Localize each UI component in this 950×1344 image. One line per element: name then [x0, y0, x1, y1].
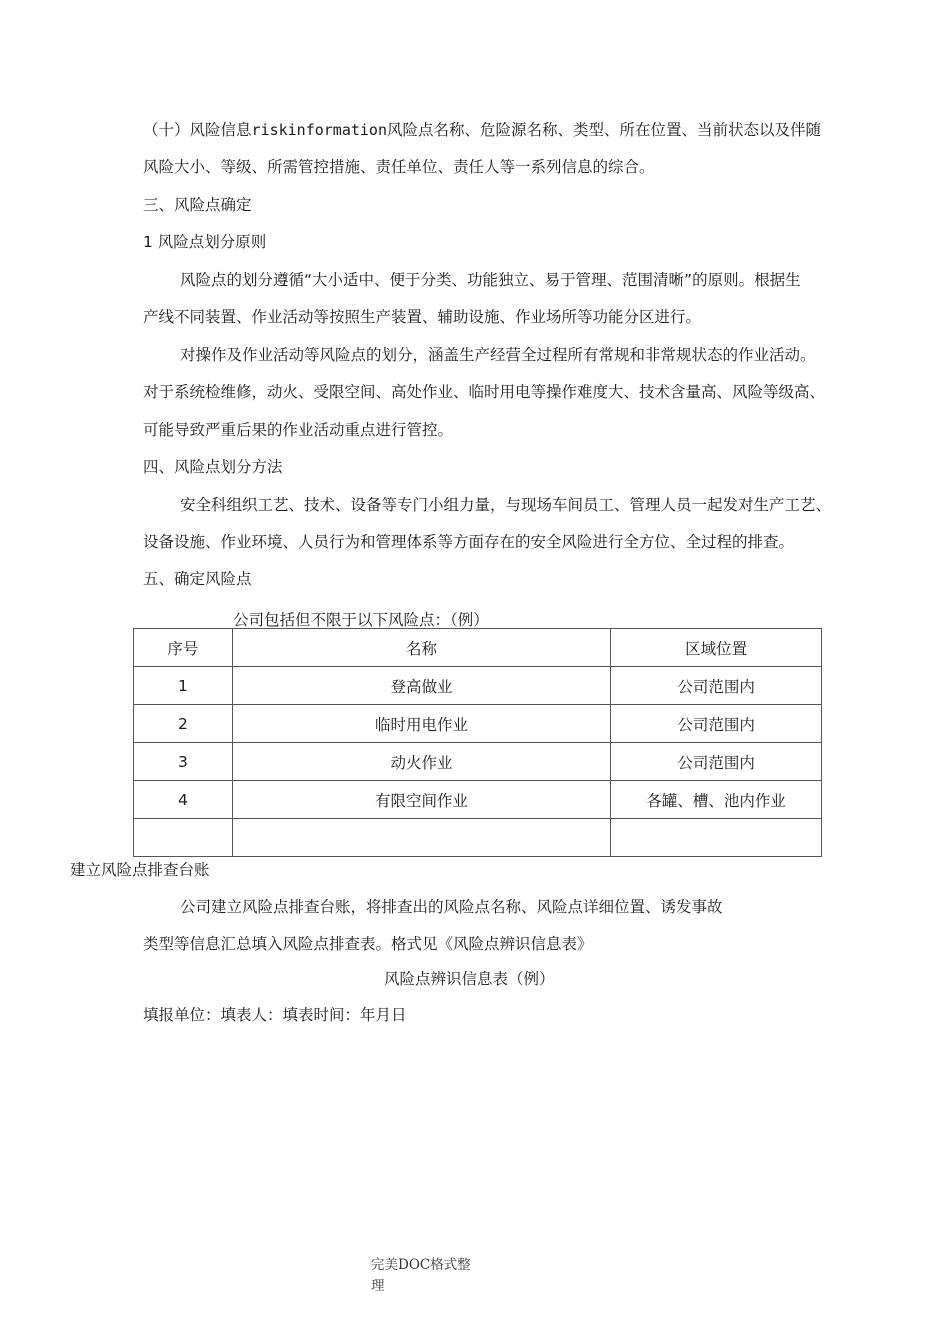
para-10-line1-rest: 风险点名称、危险源名称、类型、所在位置、当前状态以及伴随 — [386, 121, 821, 139]
section4-heading: 四、风险点划分方法 — [143, 458, 283, 476]
para-10-term: riskinformation — [251, 121, 387, 139]
section3-p2-line2: 对于系统检维修，动火、受限空间、高处作业、临时用电等操作难度大、技术含量高、风险等级高、 — [143, 383, 826, 401]
table-header-row — [134, 629, 822, 667]
risk-point-table — [133, 628, 822, 857]
table-caption: 公司包括但不限于以下风险点：（例） — [233, 611, 489, 629]
cell-name: 临时用电作业 — [232, 705, 610, 743]
cell-location — [611, 819, 822, 857]
cell-index: 1 — [134, 667, 233, 705]
para-10-prefix: （十）风险信息 — [143, 121, 252, 139]
para-10-line2: 风险大小、等级、所需管控措施、责任单位、责任人等一系列信息的综合。 — [143, 158, 655, 176]
section3-subheading: 1 风险点划分原则 — [143, 233, 267, 251]
ledger-p-line1: 公司建立风险点排查台账，将排查出的风险点名称、风险点详细位置、诱发事故 — [180, 898, 723, 916]
section4-p-line2: 设备设施、作业环境、人员行为和管理体系等方面存在的安全风险进行全方位、全过程的排查。 — [143, 533, 795, 551]
ledger-p-line2: 类型等信息汇总填入风险点排查表。格式见《风险点辨识信息表》 — [143, 935, 593, 953]
table-row — [134, 781, 822, 819]
section4-p-line1: 安全科组织工艺、技术、设备等专门小组力量，与现场车间员工、管理人员一起发对生产工艺、 — [180, 496, 832, 514]
form-title: 风险点辨识信息表（例） — [384, 970, 555, 988]
para-10-line1 — [143, 120, 821, 140]
cell-location: 公司范围内 — [611, 705, 822, 743]
cell-location: 公司范围内 — [611, 667, 822, 705]
section3-p1-line2: 产线不同装置、作业活动等按照生产装置、辅助设施、作业场所等功能分区进行。 — [143, 308, 702, 326]
cell-name: 登高做业 — [232, 667, 610, 705]
table-row — [134, 705, 822, 743]
section5-heading: 五、确定风险点 — [143, 570, 252, 588]
section3-p2-line3: 可能导致严重后果的作业活动重点进行管控。 — [143, 421, 454, 439]
cell-name: 有限空间作业 — [232, 781, 610, 819]
header-name: 名称 — [232, 629, 610, 667]
cell-index: 4 — [134, 781, 233, 819]
ledger-heading: 建立风险点排查台账 — [70, 861, 210, 879]
header-location: 区域位置 — [611, 629, 822, 667]
table-row — [134, 743, 822, 781]
cell-location: 各罐、槽、池内作业 — [611, 781, 822, 819]
table-row-empty — [134, 819, 822, 857]
cell-index: 3 — [134, 743, 233, 781]
header-index: 序号 — [134, 629, 233, 667]
cell-name: 动火作业 — [232, 743, 610, 781]
section3-p2-line1: 对操作及作业活动等风险点的划分，涵盖生产经营全过程所有常规和非常规状态的作业活动。 — [180, 346, 816, 364]
cell-name — [232, 819, 610, 857]
footer-line1: 完美DOC格式整 — [371, 1257, 471, 1273]
section3-p1-line1: 风险点的划分遵循“大小适中、便于分类、功能独立、易于管理、范围清晰”的原则。根据生 — [180, 271, 801, 289]
page-footer — [371, 1255, 471, 1297]
section3-heading: 三、风险点确定 — [143, 196, 252, 214]
cell-index: 2 — [134, 705, 233, 743]
footer-line2: 理 — [371, 1278, 385, 1294]
form-fields: 填报单位：填表人：填表时间：年月日 — [143, 1006, 407, 1024]
table-row — [134, 667, 822, 705]
cell-location: 公司范围内 — [611, 743, 822, 781]
cell-index — [134, 819, 233, 857]
